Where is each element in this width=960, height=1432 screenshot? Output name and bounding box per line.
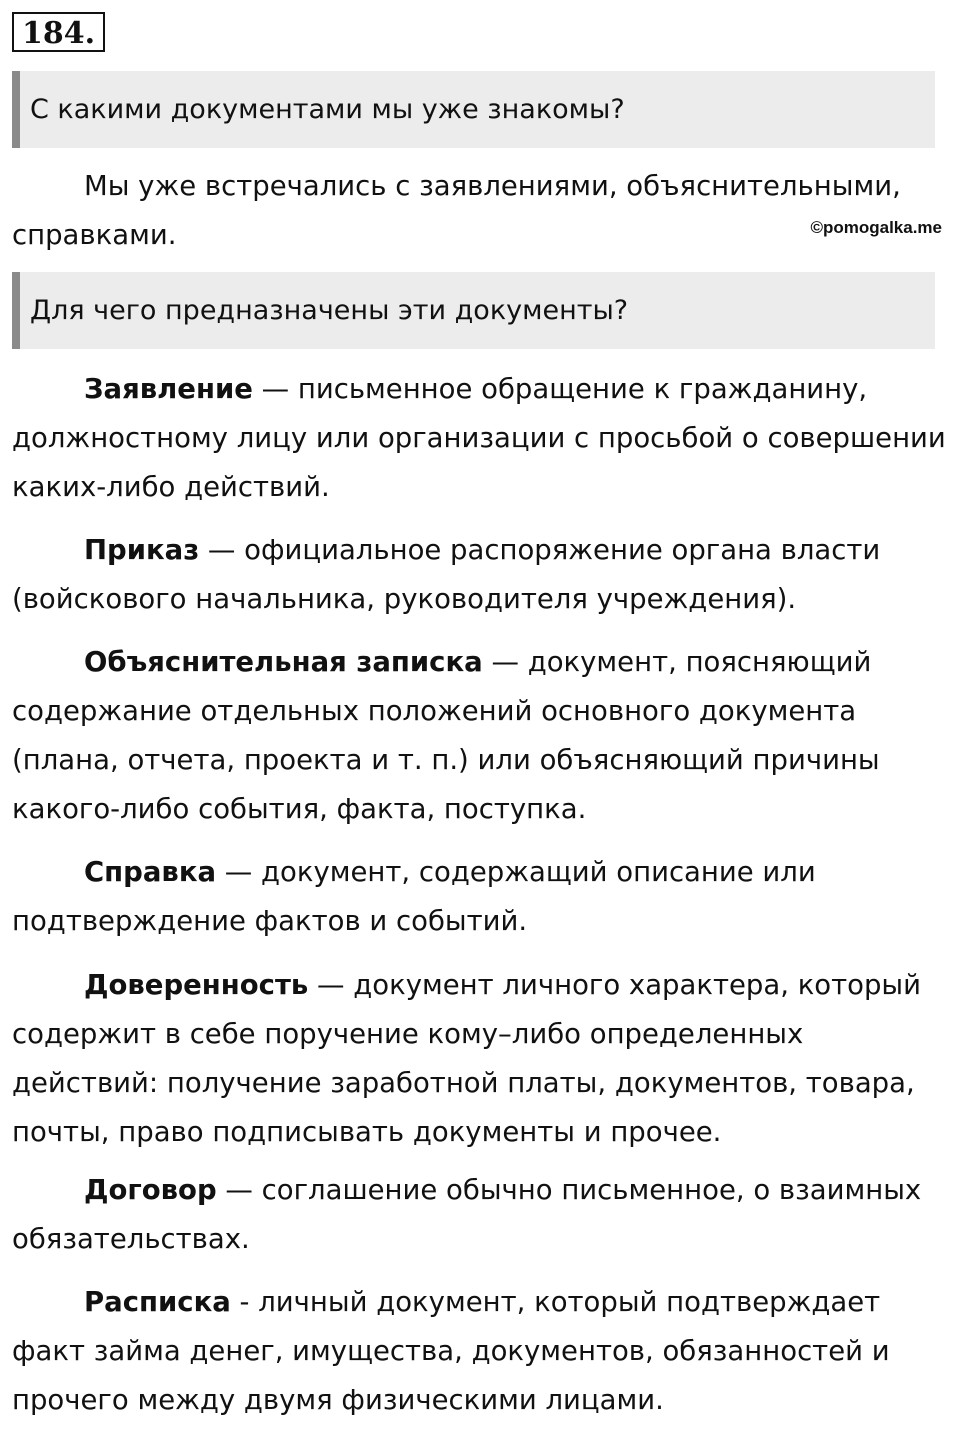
answer-intro: Мы уже встречались с заявлениями, объяснительными, справками. bbox=[12, 170, 901, 251]
definition-term: Объяснительная записка bbox=[84, 646, 483, 678]
question-1: С какими документами мы уже знакомы? bbox=[12, 71, 935, 148]
definition-raspiska bbox=[12, 1278, 952, 1425]
definition-term: Расписка bbox=[84, 1286, 231, 1318]
definition-term: Доверенность bbox=[84, 969, 309, 1001]
definition-term: Заявление bbox=[84, 373, 253, 405]
definition-text: — соглашение обычно письменное, о взаимных обязательствах. bbox=[12, 1174, 922, 1255]
definition-prikaz bbox=[12, 526, 952, 624]
definition-text: — официальное распоряжение органа власти (войскового начальника, руководителя учреждения). bbox=[12, 534, 881, 615]
definition-obyasnitelnaya bbox=[12, 638, 952, 834]
definition-text: — письменное обращение к гражданину, должностному лицу или организации с просьбой о совершении каких-либо действий. bbox=[12, 373, 946, 503]
definition-text: - личный документ, который подтверждает факт займа денег, имущества, документов, обязанностей и прочего между двумя физическими лицами. bbox=[12, 1286, 890, 1416]
copyright-watermark: ©pomogalka.me bbox=[810, 218, 942, 237]
definition-text: — документ, поясняющий содержание отдельных положений основного документа (плана, отчета, проекта и т. п.) или объясняющий причины какого-либо события, факта, поступка. bbox=[12, 646, 880, 825]
definition-term: Договор bbox=[84, 1174, 217, 1206]
definition-term: Приказ bbox=[84, 534, 200, 566]
definition-term: Справка bbox=[84, 856, 217, 888]
definition-text: — документ личного характера, который содержит в себе поручение кому–либо определенных действий: получение заработной платы, документов, товара, почты, право подписывать документы и прочее. bbox=[12, 969, 922, 1148]
definition-zayavlenie bbox=[12, 365, 952, 512]
question-2: Для чего предназначены эти документы? bbox=[12, 272, 935, 349]
definition-spravka bbox=[12, 848, 952, 946]
definition-doverennost bbox=[12, 961, 952, 1157]
definition-dogovor bbox=[12, 1166, 952, 1264]
task-number: 184. bbox=[12, 12, 105, 52]
definition-text: — документ, содержащий описание или подтверждение фактов и событий. bbox=[12, 856, 816, 937]
